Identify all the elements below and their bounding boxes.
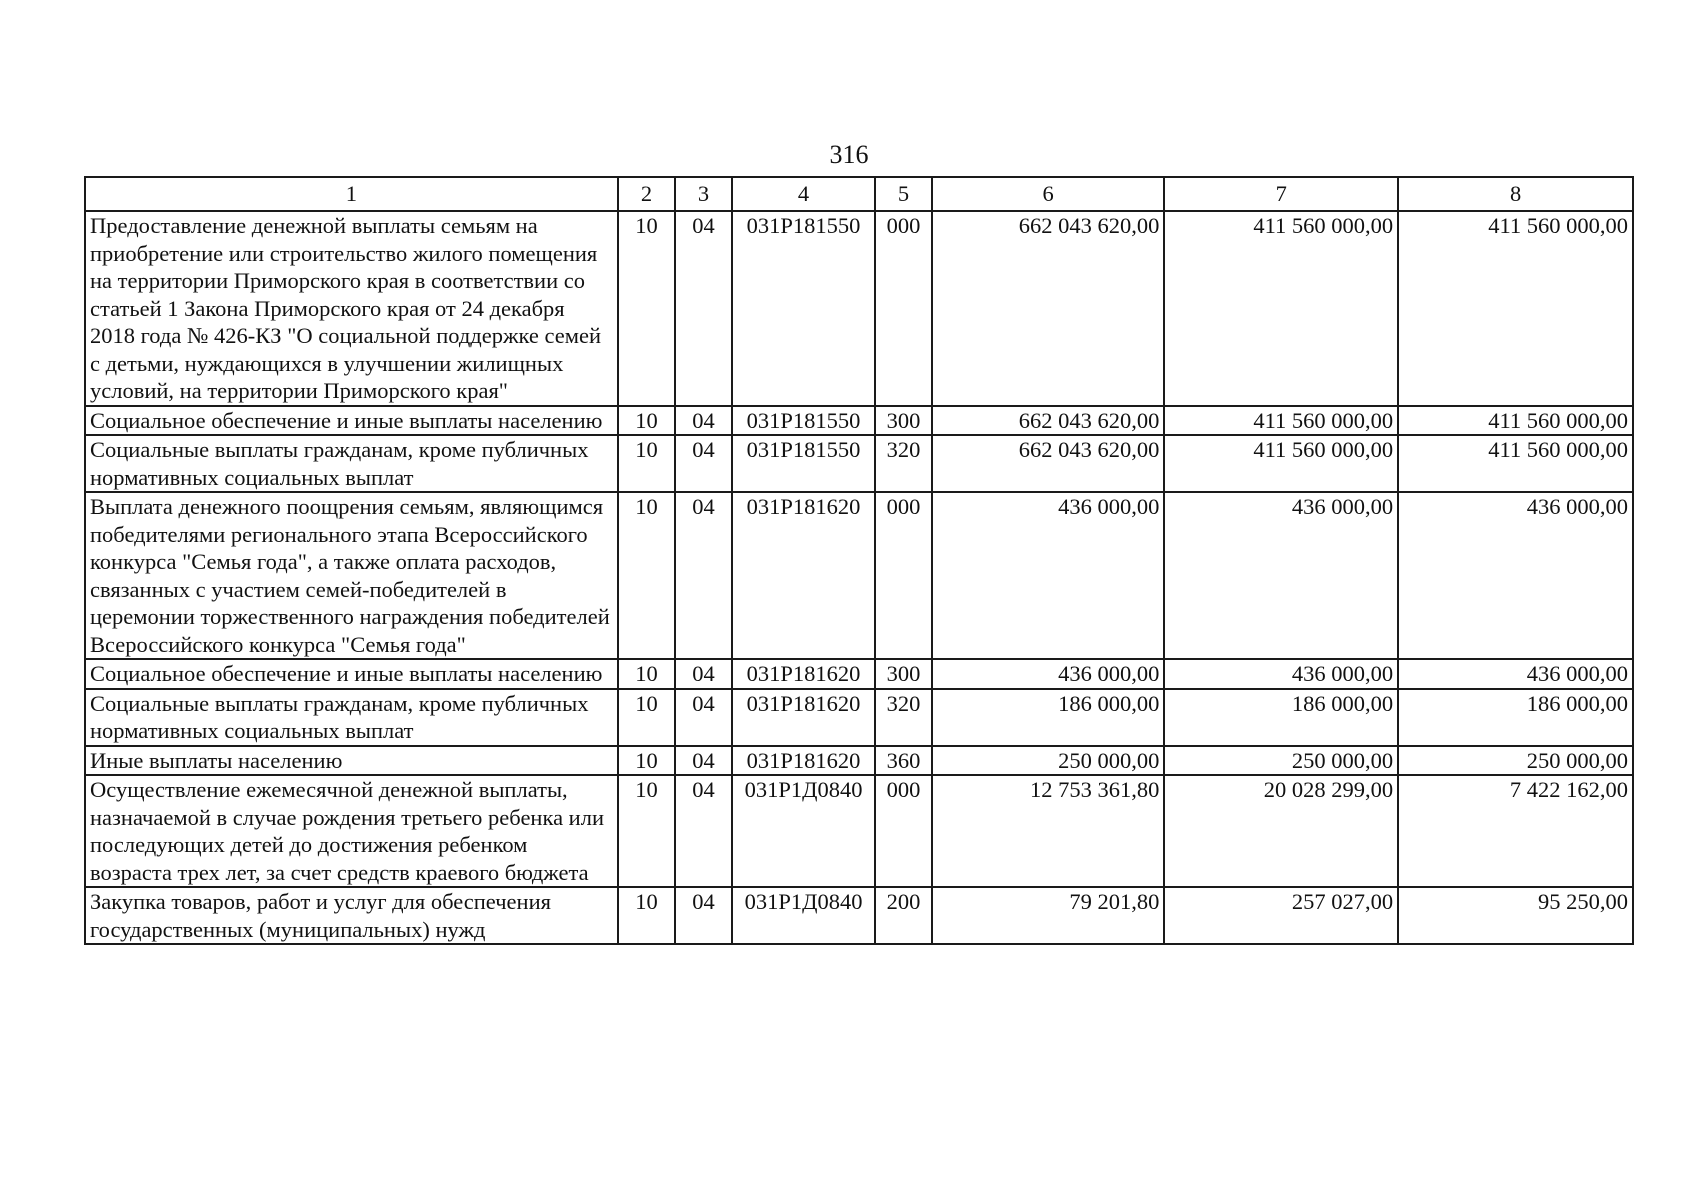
- table-row: [85, 492, 1633, 659]
- header-col-5: 5: [875, 177, 932, 211]
- row-amount-7: 436 000,00: [1164, 492, 1398, 659]
- row-subsection: 04: [675, 492, 732, 659]
- row-type: 320: [875, 435, 932, 492]
- row-type: 000: [875, 775, 932, 887]
- row-amount-8: 436 000,00: [1398, 492, 1633, 659]
- row-name: Социальные выплаты гражданам, кроме публичных нормативных социальных выплат: [85, 435, 618, 492]
- row-target: 031Р181620: [732, 659, 875, 689]
- row-target: 031Р181550: [732, 435, 875, 492]
- row-type: 000: [875, 211, 932, 406]
- row-section: 10: [618, 746, 676, 776]
- row-type: 000: [875, 492, 932, 659]
- row-section: 10: [618, 492, 676, 659]
- row-amount-7: 411 560 000,00: [1164, 211, 1398, 406]
- row-subsection: 04: [675, 689, 732, 746]
- row-amount-8: 411 560 000,00: [1398, 435, 1633, 492]
- row-amount-7: 257 027,00: [1164, 887, 1398, 944]
- row-amount-8: 95 250,00: [1398, 887, 1633, 944]
- table-row: [85, 746, 1633, 776]
- row-amount-6: 12 753 361,80: [932, 775, 1165, 887]
- header-col-4: 4: [732, 177, 875, 211]
- page-number: 316: [829, 140, 869, 169]
- header-col-1: 1: [85, 177, 618, 211]
- row-section: 10: [618, 887, 676, 944]
- row-target: 031Р181620: [732, 746, 875, 776]
- row-subsection: 04: [675, 659, 732, 689]
- row-type: 360: [875, 746, 932, 776]
- row-section: 10: [618, 435, 676, 492]
- row-amount-6: 79 201,80: [932, 887, 1165, 944]
- row-amount-8: 186 000,00: [1398, 689, 1633, 746]
- row-amount-8: 411 560 000,00: [1398, 211, 1633, 406]
- row-subsection: 04: [675, 775, 732, 887]
- table-row: [85, 211, 1633, 406]
- row-name: Социальное обеспечение и иные выплаты населению: [85, 659, 618, 689]
- row-amount-6: 662 043 620,00: [932, 406, 1165, 436]
- row-amount-6: 436 000,00: [932, 492, 1165, 659]
- table-row: [85, 887, 1633, 944]
- row-type: 320: [875, 689, 932, 746]
- table-row: [85, 406, 1633, 436]
- row-amount-8: 436 000,00: [1398, 659, 1633, 689]
- row-amount-7: 411 560 000,00: [1164, 435, 1398, 492]
- row-subsection: 04: [675, 435, 732, 492]
- row-name: Закупка товаров, работ и услуг для обеспечения государственных (муниципальных) нужд: [85, 887, 618, 944]
- row-target: 031Р181620: [732, 492, 875, 659]
- row-section: 10: [618, 406, 676, 436]
- row-amount-6: 436 000,00: [932, 659, 1165, 689]
- row-section: 10: [618, 775, 676, 887]
- row-amount-6: 250 000,00: [932, 746, 1165, 776]
- header-row: [85, 177, 1633, 211]
- row-amount-8: 7 422 162,00: [1398, 775, 1633, 887]
- row-amount-6: 186 000,00: [932, 689, 1165, 746]
- row-amount-7: 250 000,00: [1164, 746, 1398, 776]
- header-col-2: 2: [618, 177, 676, 211]
- row-target: 031Р181550: [732, 211, 875, 406]
- row-amount-7: 186 000,00: [1164, 689, 1398, 746]
- row-name: Предоставление денежной выплаты семьям на приобретение или строительство жилого помещения на территории Приморского края в соответствии со статьей 1 Закона Приморского края от 24 декабря 2018 года № 426-КЗ "О социальной поддержке семей с детьми, нуждающихся в улучшении жилищных условий, на территории Приморского края": [85, 211, 618, 406]
- row-name: Выплата денежного поощрения семьям, являющимся победителями регионального этапа Всероссийского конкурса "Семья года", а также оплата расходов, связанных с участием семей-победителей в церемонии торжественного награждения победителей Всероссийского конкурса "Семья года": [85, 492, 618, 659]
- row-amount-7: 411 560 000,00: [1164, 406, 1398, 436]
- row-target: 031Р1Д0840: [732, 887, 875, 944]
- row-amount-6: 662 043 620,00: [932, 435, 1165, 492]
- header-col-7: 7: [1164, 177, 1398, 211]
- row-type: 300: [875, 659, 932, 689]
- header-col-6: 6: [932, 177, 1165, 211]
- row-name: Социальное обеспечение и иные выплаты населению: [85, 406, 618, 436]
- row-subsection: 04: [675, 406, 732, 436]
- table-row: [85, 659, 1633, 689]
- row-amount-7: 436 000,00: [1164, 659, 1398, 689]
- row-name: Иные выплаты населению: [85, 746, 618, 776]
- row-type: 300: [875, 406, 932, 436]
- budget-table: [84, 176, 1634, 945]
- row-subsection: 04: [675, 746, 732, 776]
- row-target: 031Р181550: [732, 406, 875, 436]
- row-name: Осуществление ежемесячной денежной выплаты, назначаемой в случае рождения третьего ребенка или последующих детей до достижения ребенком возраста трех лет, за счет средств краевого бюджета: [85, 775, 618, 887]
- row-subsection: 04: [675, 887, 732, 944]
- table-row: [85, 689, 1633, 746]
- row-target: 031Р1Д0840: [732, 775, 875, 887]
- row-name: Социальные выплаты гражданам, кроме публичных нормативных социальных выплат: [85, 689, 618, 746]
- row-section: 10: [618, 659, 676, 689]
- row-amount-7: 20 028 299,00: [1164, 775, 1398, 887]
- row-type: 200: [875, 887, 932, 944]
- row-target: 031Р181620: [732, 689, 875, 746]
- row-subsection: 04: [675, 211, 732, 406]
- row-section: 10: [618, 211, 676, 406]
- row-amount-6: 662 043 620,00: [932, 211, 1165, 406]
- header-col-3: 3: [675, 177, 732, 211]
- row-section: 10: [618, 689, 676, 746]
- row-amount-8: 411 560 000,00: [1398, 406, 1633, 436]
- row-amount-8: 250 000,00: [1398, 746, 1633, 776]
- table-row: [85, 775, 1633, 887]
- header-col-8: 8: [1398, 177, 1633, 211]
- table-row: [85, 435, 1633, 492]
